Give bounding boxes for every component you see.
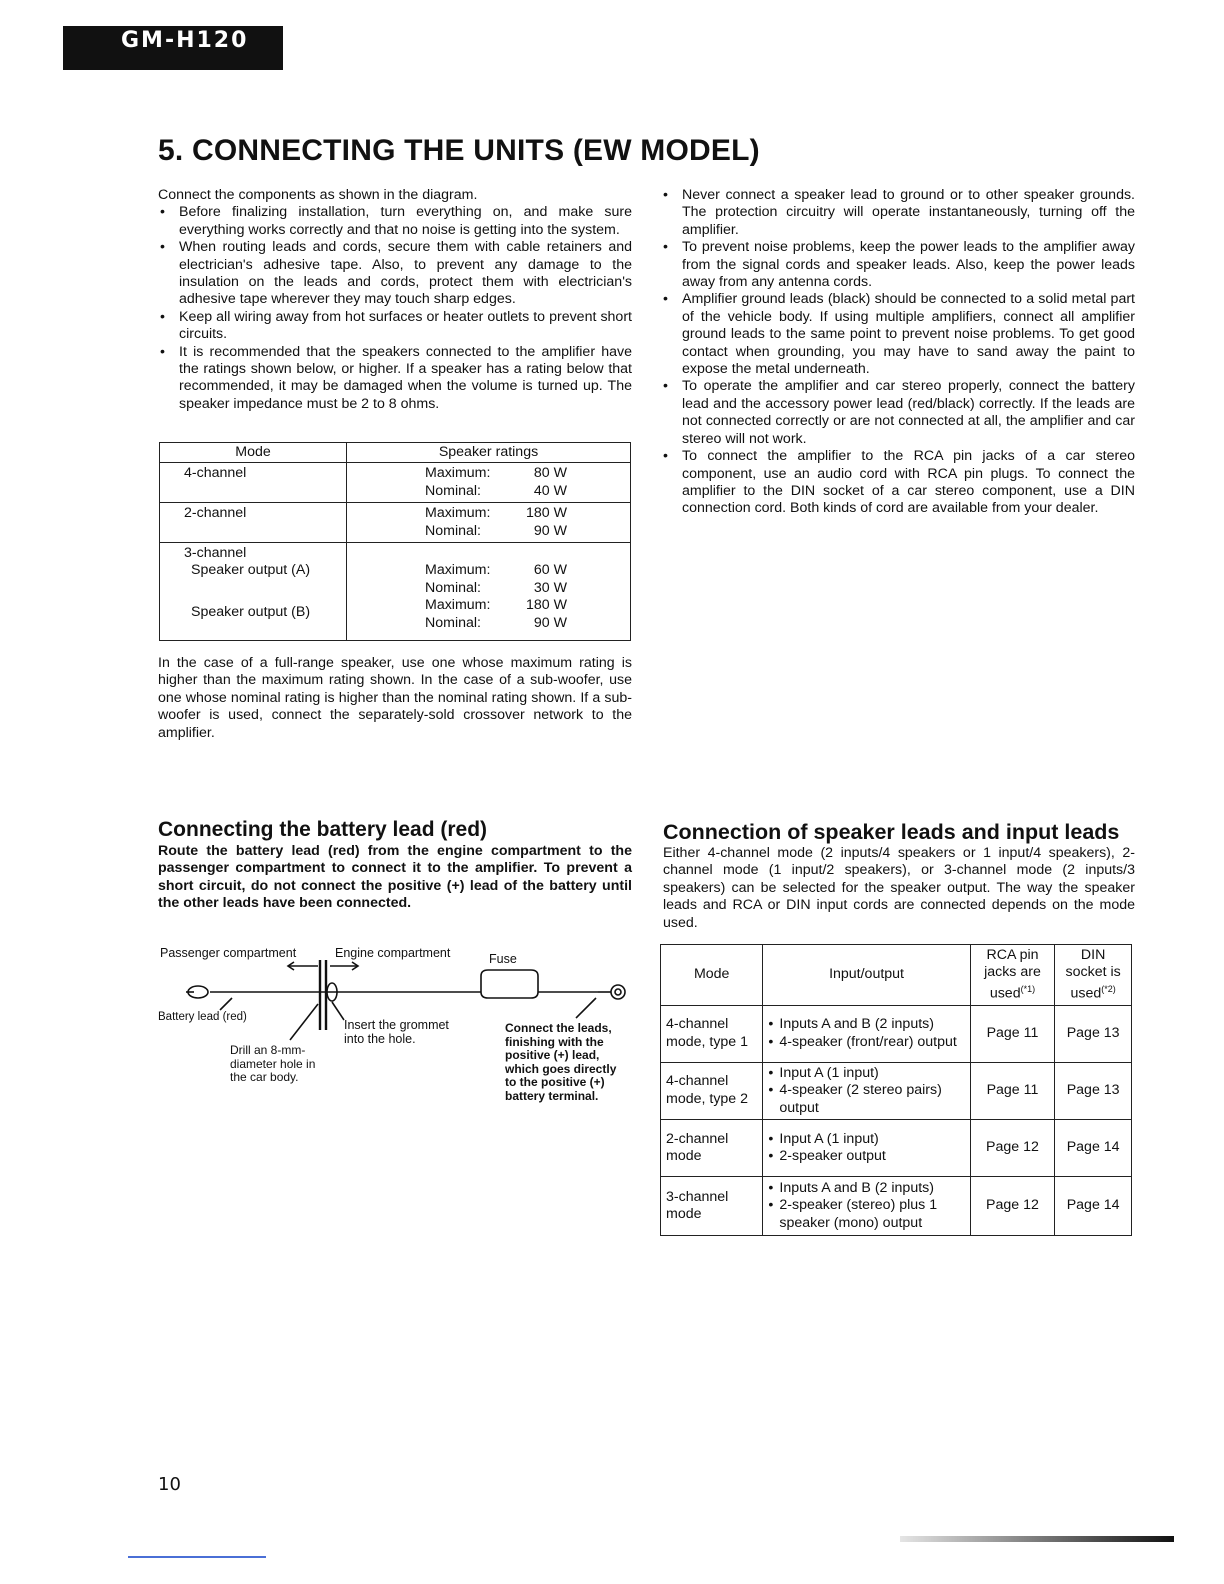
list-item: • Inputs A and B (2 inputs) xyxy=(768,1016,964,1033)
max-value: 80 W xyxy=(533,465,567,482)
mode-cell: 4-channel mode, type 1 xyxy=(661,1005,763,1062)
din-page-cell: Page 13 xyxy=(1055,1062,1132,1119)
ratings-table-wrap xyxy=(159,442,631,641)
mode-cell xyxy=(160,543,347,641)
mode-table xyxy=(660,944,1132,1236)
ratings-cell xyxy=(347,543,631,641)
rca-page-cell: Page 12 xyxy=(970,1119,1055,1176)
max-value: 180 W xyxy=(525,597,567,614)
list-item: • When routing leads and cords, secure them with cable retainers and electrician's adhesive tape. Also, to prevent any damage to the insulation on the leads and cords, protect them with electrician's adhesive tape wherever they may touch sharp edges. xyxy=(158,239,632,309)
nom-label: Nominal: xyxy=(425,482,481,499)
header-mode: Mode xyxy=(661,945,763,1006)
din-page-cell: Page 13 xyxy=(1055,1005,1132,1062)
io-cell xyxy=(763,1005,970,1062)
max-label: Maximum: xyxy=(425,505,491,522)
left-bullet-list xyxy=(158,204,632,413)
din-page-cell: Page 14 xyxy=(1055,1176,1132,1235)
io-cell xyxy=(763,1176,970,1235)
header-rca xyxy=(970,945,1055,1006)
connect-line-2: finishing with the xyxy=(505,1034,604,1049)
footer-rule xyxy=(128,1556,266,1558)
nom-label: Nominal: xyxy=(425,614,481,631)
mode-cell: 4-channel xyxy=(160,463,347,503)
mode-cell: 2-channel mode xyxy=(661,1119,763,1176)
nom-value: 40 W xyxy=(533,482,567,499)
table-row xyxy=(661,1119,1132,1176)
intro-text: Connect the components as shown in the diagram. xyxy=(158,187,478,203)
model-name: GM-H120 xyxy=(121,28,249,53)
ratings-cell xyxy=(347,503,631,543)
passenger-compartment-label: Passenger compartment xyxy=(160,946,297,960)
table-row xyxy=(160,463,631,503)
max-label: Maximum: xyxy=(425,465,491,482)
header-input-output: Input/output xyxy=(763,945,970,1006)
fuse-label: Fuse xyxy=(489,952,517,966)
header-mode: Mode xyxy=(160,443,347,463)
speaker-heading: Connection of speaker leads and input leads xyxy=(663,820,1120,844)
left-column xyxy=(158,187,632,413)
list-item: • To prevent noise problems, keep the power leads to the amplifier away from the signal cords and speaker leads. Also, keep the power leads away from any antenna cords. xyxy=(661,239,1135,291)
mode-table-wrap xyxy=(660,944,1132,1236)
nom-label: Nominal: xyxy=(425,579,481,596)
table-row xyxy=(160,503,631,543)
battery-section xyxy=(158,818,632,913)
battery-lead-label: Battery lead (red) xyxy=(158,1011,247,1023)
three-channel-label: 3-channel xyxy=(184,545,247,562)
connect-line-1: Connect the leads, xyxy=(505,1021,612,1035)
connect-line-6: battery terminal. xyxy=(505,1088,599,1103)
list-item: • It is recommended that the speakers connected to the amplifier have the ratings shown below, or higher. If a speaker has a rating below that recommended, it may be damaged when the volume is turned up. The speaker impedance must be 2 to 8 ohms. xyxy=(158,344,632,414)
header-speaker-ratings: Speaker ratings xyxy=(347,443,631,463)
mode-cell: 2-channel xyxy=(160,503,347,543)
page-number: 10 xyxy=(158,1474,181,1495)
after-table-text: In the case of a full-range speaker, use one whose maximum rating is higher than the maximum rating shown. In the case of a sub-woofer, use one whose nominal rating is higher than the nominal rating shown. If a sub-woofer is used, connect the separately-sold crossover network to the amplifier. xyxy=(158,655,632,741)
max-label: Maximum: xyxy=(425,562,491,579)
table-row xyxy=(160,543,631,641)
header-rca-text: RCA pin jacks are used xyxy=(984,947,1041,1002)
list-item: • Input A (1 input) xyxy=(768,1065,964,1082)
battery-diagram xyxy=(158,940,638,1120)
drill-line-1: Drill an 8-mm- xyxy=(230,1043,306,1057)
grommet-label xyxy=(344,1018,449,1046)
list-item: • 4-speaker (2 stereo pairs) output xyxy=(768,1082,964,1117)
speaker-text: Either 4-channel mode (2 inputs/4 speakers or 1 input/4 speakers), 2-channel mode (1 input/2 speakers), or 3-channel mode (2 inputs/3 speakers) can be selected for the speaker output. The way the speaker leads and RCA or DIN input cords are connected depends on the mode used. xyxy=(663,845,1135,931)
header-din xyxy=(1055,945,1132,1006)
grommet-line-2: into the hole. xyxy=(344,1032,416,1046)
rca-page-cell: Page 11 xyxy=(970,1005,1055,1062)
connect-line-4: which goes directly xyxy=(505,1061,617,1076)
nom-value: 90 W xyxy=(533,522,567,539)
rca-page-cell: Page 12 xyxy=(970,1176,1055,1235)
mode-cell: 3-channel mode xyxy=(661,1176,763,1235)
mode-cell: 4-channel mode, type 2 xyxy=(661,1062,763,1119)
header-rca-note: (*1) xyxy=(1020,984,1036,994)
header-din-text: DIN socket is used xyxy=(1065,947,1121,1002)
speaker-ratings-table xyxy=(159,442,631,641)
nom-value: 30 W xyxy=(533,579,567,596)
io-cell xyxy=(763,1062,970,1119)
connect-line-5: to the positive (+) xyxy=(505,1075,605,1089)
list-item: • 2-speaker (stereo) plus 1 speaker (mono) output xyxy=(768,1197,964,1232)
right-column xyxy=(661,187,1135,518)
list-item: • 2-speaker output xyxy=(768,1148,964,1165)
right-ring-terminal xyxy=(611,985,625,999)
table-row xyxy=(661,1176,1132,1235)
connect-label xyxy=(505,1022,616,1103)
list-item: • Keep all wiring away from hot surfaces or heater outlets to prevent short circuits. xyxy=(158,309,632,344)
battery-heading: Connecting the battery lead (red) xyxy=(158,818,488,841)
fuse-box xyxy=(481,970,538,998)
output-b-label: Speaker output (B) xyxy=(191,603,311,620)
list-item: • To operate the amplifier and car stereo properly, connect the battery lead and the accessory power lead (red/black) correctly. If the leads are not connected correctly or are not connected at all, the amplifier and car stereo will not work. xyxy=(661,378,1135,448)
table-row xyxy=(661,1005,1132,1062)
list-item: • Amplifier ground leads (black) should be connected to a solid metal part of the vehicle body. If using multiple amplifiers, connect all amplifier ground leads to the same point to prevent noise problems. To get good contact when grounding, you may have to sand away the paint to expose the metal underneath. xyxy=(661,291,1135,378)
model-header-tab xyxy=(63,26,283,70)
list-item: • 4-speaker (front/rear) output xyxy=(768,1034,964,1051)
list-item: • Before finalizing installation, turn everything on, and make sure everything works correctly and that no noise is getting into the system. xyxy=(158,204,632,239)
max-value: 60 W xyxy=(533,562,567,579)
drill-line-2: diameter hole in xyxy=(230,1056,316,1071)
din-page-cell: Page 14 xyxy=(1055,1119,1132,1176)
connect-line-3: positive (+) lead, xyxy=(505,1048,600,1062)
table-row xyxy=(661,1062,1132,1119)
output-a-label: Speaker output (A) xyxy=(191,562,311,579)
nom-value: 90 W xyxy=(533,614,567,631)
right-bullet-list xyxy=(661,187,1135,518)
nom-label: Nominal: xyxy=(425,522,481,539)
speaker-section xyxy=(663,820,1135,932)
ratings-cell xyxy=(347,463,631,503)
list-item: • Input A (1 input) xyxy=(768,1131,964,1148)
rca-page-cell: Page 11 xyxy=(970,1062,1055,1119)
max-label: Maximum: xyxy=(425,597,491,614)
list-item: • Never connect a speaker lead to ground or to other speaker grounds. The protection circuitry will operate instantaneously, turning off the amplifier. xyxy=(661,187,1135,239)
drill-line-3: the car body. xyxy=(230,1070,299,1084)
grommet-line-1: Insert the grommet xyxy=(344,1018,449,1032)
header-din-note: (*2) xyxy=(1101,984,1116,994)
max-value: 180 W xyxy=(525,505,567,522)
list-item: • To connect the amplifier to the RCA pin jacks of a car stereo component, use an audio cord with RCA pin plugs. To connect the amplifier to the DIN socket of a car stereo component, use a DIN connection cord. Both kinds of cord are available from your dealer. xyxy=(661,448,1135,518)
list-item: • Inputs A and B (2 inputs) xyxy=(768,1180,964,1197)
footer-scan-bar xyxy=(900,1536,1174,1542)
table-header-row xyxy=(160,443,631,463)
io-cell xyxy=(763,1119,970,1176)
battery-text: Route the battery lead (red) from the engine compartment to the passenger compartment to connect it to the amplifier. To prevent a short circuit, do not connect the positive (+) lead of the battery until the other leads have been connected. xyxy=(158,843,632,912)
page-title: 5. CONNECTING THE UNITS (EW MODEL) xyxy=(158,134,760,167)
drill-label xyxy=(230,1044,315,1085)
engine-compartment-label: Engine compartment xyxy=(335,946,451,960)
table-header-row xyxy=(661,945,1132,1006)
